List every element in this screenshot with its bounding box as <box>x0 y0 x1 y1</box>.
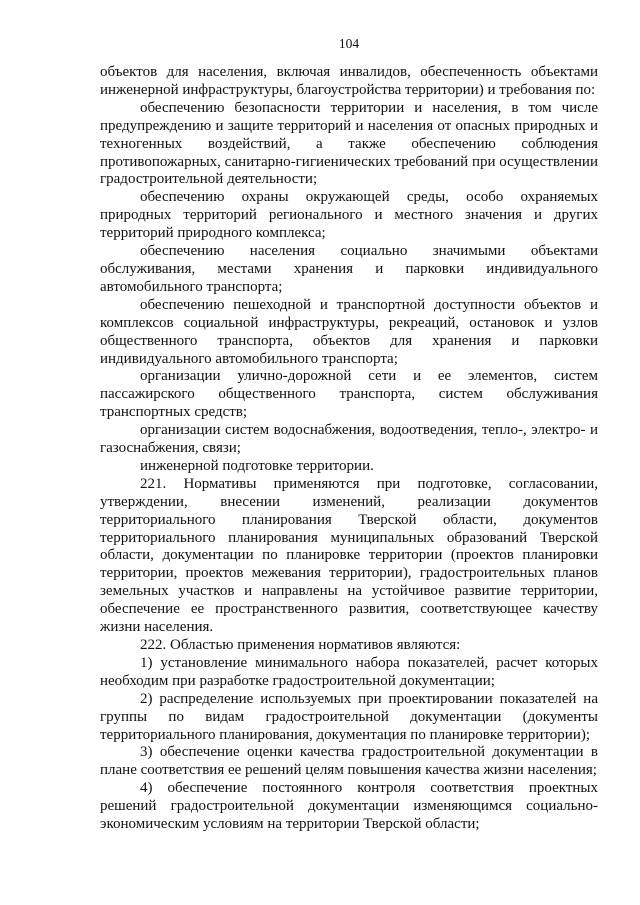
paragraph: обеспечению безопасности территории и населения, в том числе предупреждению и защите территорий и населения от опасных природных и техногенных воздействий, а также обеспечению соблюдения противопожарных, санитарно-гигиенических требований при осуществлении градостроительной деятельности; <box>100 99 598 188</box>
paragraph: 221. Нормативы применяются при подготовке, согласовании, утверждении, внесении изменений, реализации документов территориального планирования Тверской области, документов территориального планирования муниципальных образований Тверской области, документации по планировке территории (проектов планировки территории, проектов межевания территории), градостроительных планов земельных участков и направлены на устойчивое развитие территории, обеспечение ее пространственного развития, соответствующее качеству жизни населения. <box>100 475 598 636</box>
document-page <box>100 36 598 834</box>
paragraph: инженерной подготовке территории. <box>140 457 374 474</box>
paragraph: 2) распределение используемых при проектировании показателей на группы по видам градостроительной документации (документы территориального планирования, документация по планировке территории); <box>100 690 598 743</box>
paragraph: организации систем водоснабжения, водоотведения, тепло-, электро- и газоснабжения, связи; <box>100 422 598 457</box>
paragraph: обеспечению населения социально значимыми объектами обслуживания, местами хранения и парковки индивидуального автомобильного транспорта; <box>100 243 598 295</box>
paragraph: обеспечению пешеходной и транспортной доступности объектов и комплексов социальной инфраструктуры, рекреаций, остановок и узлов общественного транспорта, объектов для хранения и парковки индивидуального автомобильного транспорта; <box>100 296 598 367</box>
page-number: 104 <box>338 36 360 51</box>
paragraph: организации улично-дорожной сети и ее элементов, систем пассажирского общественного транспорта, систем обслуживания транспортных средств; <box>100 368 598 421</box>
paragraph: 222. Областью применения нормативов являются: <box>140 637 461 653</box>
paragraph: объектов для населения, включая инвалидов, обеспеченность объектами инженерной инфраструктуры, благоустройства территории) и требования по: <box>100 64 598 98</box>
document-body <box>100 64 598 834</box>
paragraph: 1) установление минимального набора показателей, расчет которых необходим при разработке градостроительной документации; <box>100 654 598 689</box>
paragraph: обеспечению охраны окружающей среды, особо охраняемых природных территорий регионального и местного значения и других территорий природного комплекса; <box>100 189 598 242</box>
paragraph: 3) обеспечение оценки качества градостроительной документации в плане соответствия ее решений целям повышения качества жизни населения; <box>100 744 598 779</box>
paragraph: 4) обеспечение постоянного контроля соответствия проектных решений градостроительной документации изменяющимся социально-экономическим условиям на территории Тверской области; <box>100 780 598 833</box>
